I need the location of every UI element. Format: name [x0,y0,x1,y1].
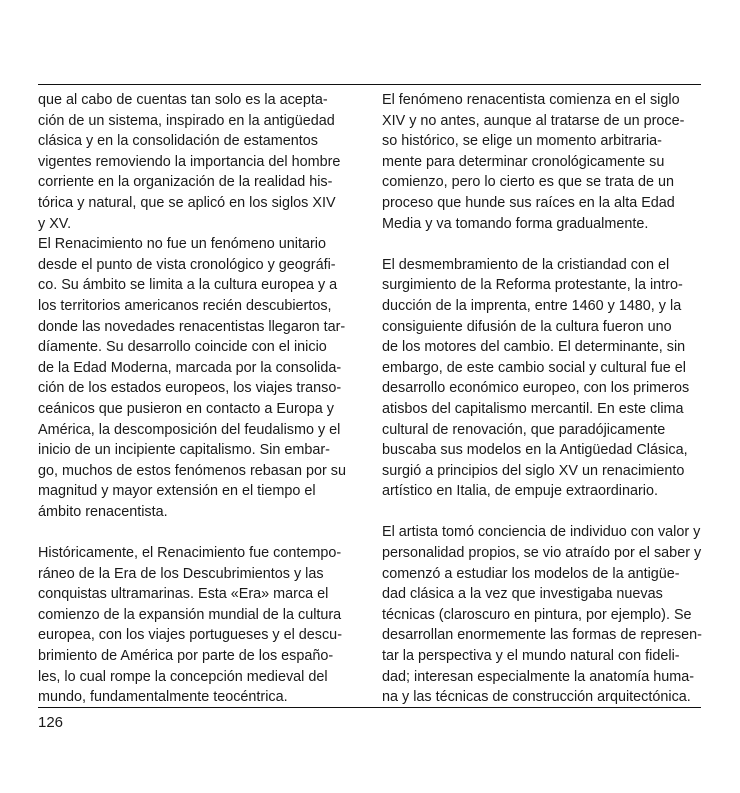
text-line: corriente en la organización de la realidad his- [38,174,333,191]
text-line: so histórico, se elige un momento arbitraria- [382,133,662,150]
text-line: desarrollan enormemente las formas de represen- [382,627,702,644]
text-line: comienzo, pero lo cierto es que se trata de un [382,174,674,191]
text-line: les, lo cual rompe la concepción medieval del [38,668,328,685]
text-line: desde el punto de vista cronológico y geográfi- [38,256,336,273]
text-line: mundo, fundamentalmente teocéntrica. [38,689,288,706]
text-line: tórica y natural, que se aplicó en los siglos XIV [38,194,336,211]
text-line: go, muchos de estos fenómenos rebasan por su [38,462,346,479]
text-line: desarrollo económico europeo, con los primeros [382,380,690,397]
text-line: Media y va tomando forma gradualmente. [382,215,649,232]
text-line: embargo, de este cambio social y cultural fue el [382,359,686,376]
text-line: de la Edad Moderna, marcada por la consolida- [38,359,342,376]
text-line: díamente. Su desarrollo coincide con el inicio [38,339,327,356]
paragraph-gap [382,234,702,255]
text-line: dad clásica a la vez que investigaba nuevas [382,586,663,603]
text-line: XIV y no antes, aunque al tratarse de un proce- [382,112,685,129]
text-line: vigentes removiendo la importancia del hombre [38,153,341,170]
text-line: El Renacimiento no fue un fenómeno unitario [38,236,326,253]
text-line: dad; interesan especialmente la anatomía huma- [382,668,694,685]
text-line: consiguiente difusión de la cultura fueron uno [382,318,672,335]
page-number: 126 [38,714,64,731]
paragraph [38,543,360,708]
text-line: ducción de la imprenta, entre 1460 y 1480, y la [382,297,682,314]
text-line: comenzó a estudiar los modelos de la antigüe- [382,565,680,582]
paragraph [382,90,702,234]
text-line: tar la perspectiva y el mundo natural con fideli- [382,648,680,665]
text-line: artístico en Italia, de empuje extraordinario. [382,483,658,500]
text-line: clásica y en la consolidación de estamentos [38,133,318,150]
text-line: donde las novedades renacentistas llegaron tar- [38,318,346,335]
paragraph-gap [38,522,360,543]
left-column [38,90,360,708]
paragraph [38,234,360,522]
text-line: europea, con los viajes portugueses y el descu- [38,627,342,644]
right-column [382,90,702,708]
text-line: El fenómeno renacentista comienza en el siglo [382,92,680,108]
text-line: brimiento de América por parte de los españo- [38,648,334,665]
text-line: cultural de renovación, que paradójicamente [382,421,666,438]
paragraph [382,522,702,707]
text-line: técnicas (claroscuro en pintura, por ejemplo). Se [382,606,692,623]
text-line: magnitud y mayor extensión en el tiempo el [38,483,316,500]
text-line: y XV. [38,215,72,232]
text-line: América, la descomposición del feudalismo y el [38,421,341,438]
text-line: personalidad propios, se vio atraído por el saber y [382,545,702,562]
text-line: ción de los estados europeos, los viajes transo- [38,380,342,397]
text-line: El desmembramiento de la cristiandad con el [382,256,670,273]
text-line: atisbos del capitalismo mercantil. En este clima [382,400,684,417]
text-line: El artista tomó conciencia de individuo con valor y [382,524,701,541]
text-line: ción de un sistema, inspirado en la antigüedad [38,112,335,129]
text-line: los territorios americanos recién descubiertos, [38,297,332,314]
paragraph-gap [382,502,702,523]
text-line: ceánicos que pusieron en contacto a Europa y [38,400,335,417]
bottom-rule [38,707,701,708]
text-line: que al cabo de cuentas tan solo es la acepta- [38,92,328,108]
paragraph [382,255,702,502]
paragraph [38,90,360,234]
text-line: surgimiento de la Reforma protestante, la intro- [382,277,683,294]
text-line: proceso que hunde sus raíces en la alta Edad [382,194,675,211]
top-rule [38,84,701,85]
text-line: ámbito renacentista. [38,503,168,520]
text-line: de los motores del cambio. El determinante, sin [382,339,686,356]
text-line: Históricamente, el Renacimiento fue contempo- [38,545,342,562]
text-line: mente para determinar cronológicamente su [382,153,665,170]
text-line: conquistas ultramarinas. Esta «Era» marca el [38,586,329,603]
text-line: surgió a principios del siglo XV un renacimiento [382,462,685,479]
text-line: ráneo de la Era de los Descubrimientos y las [38,565,324,582]
text-line: comienzo de la expansión mundial de la cultura [38,606,342,623]
text-line: na y las técnicas de construcción arquitectónica. [382,689,691,706]
text-line: inicio de un incipiente capitalismo. Sin embar- [38,442,330,459]
text-line: buscaba sus modelos en la Antigüedad Clásica, [382,442,688,459]
text-line: co. Su ámbito se limita a la cultura europea y a [38,277,338,294]
